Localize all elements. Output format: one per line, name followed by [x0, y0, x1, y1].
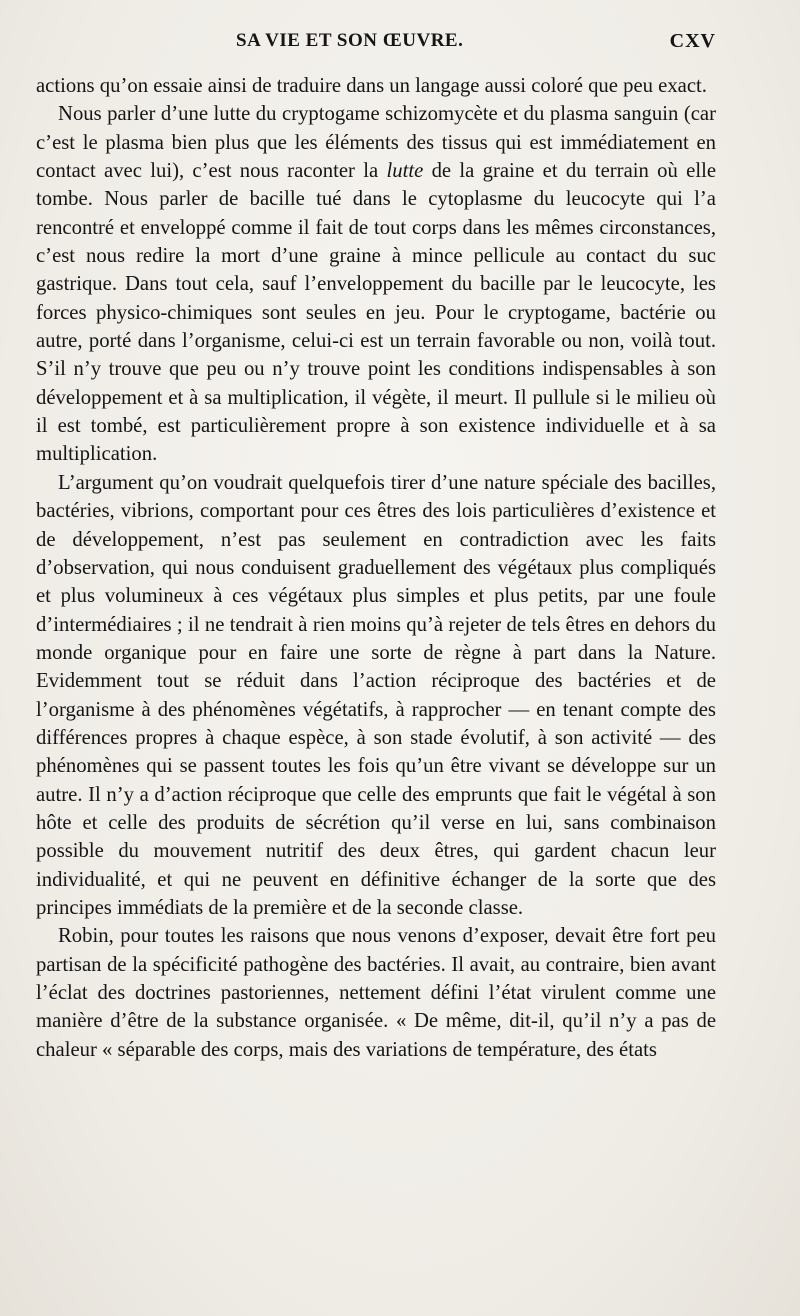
paragraph-4: Robin, pour toutes les raisons que nous venons d’exposer, devait être fort peu partisan de la spécificité pathogène des bactéries. Il avait, au contraire, bien avant l’éclat des doctrines pastoriennes, nettement défini l’état virulent comme une manière d’être de la substance organisée. « De même, dit-il, qu’il n’y a pas de chaleur « séparable des corps, mais des variations de température, des états — [36, 925, 716, 1061]
paragraph-2-part-2: de la graine et du terrain où elle tombe. Nous parler de bacille tué dans le cytoplasme du leucocyte qui l’a rencontré et enveloppé comme il fait de tout corps dans les mêmes circonstances, c’est nous redire la mort d’une graine à mince pellicule au contact du suc gastrique. Dans tout cela, sauf l’enveloppement du bacille par le leucocyte, les forces physico-chimiques sont seules en jeu. Pour le cryptogame, bactérie ou autre, porté dans l’organisme, celui-ci est un terrain favorable ou non, voilà tout. S’il n’y trouve que peu ou n’y trouve point les conditions indispensables à son développement et à sa multiplication, il végète, il meurt. Il pullule si le milieu où il est tombé, est particulièrement propre à son existence individuelle et à sa multiplication. — [36, 160, 716, 466]
paragraph-1: actions qu’on essaie ainsi de traduire dans un langage aussi coloré que peu exact. — [36, 75, 707, 97]
paragraph-3: L’argument qu’on voudrait quelquefois tirer d’une nature spéciale des bacilles, bactéries, vibrions, comportant pour ces êtres des lois particulières d’existence et de développement, n’est pas seulement en contradiction avec les faits d’observation, qui nous conduisent graduellement des végétaux plus compliqués et plus volumineux à ces végétaux plus simples et plus petits, par une foule d’intermédiaires ; il ne tendrait à rien moins qu’à rejeter de tels êtres en dehors du monde organique pour en faire une sorte de règne à part dans la Nature. Evidemment tout se réduit dans l’action réciproque des bactéries et de l’organisme à des phénomènes végétatifs, à rapprocher — en tenant compte des différences propres à chaque espèce, à son stade évolutif, à son activité — des phénomènes qui se passent toutes les fois qu’un être vivant se développe sur un autre. Il n’y a d’action réciproque que celle des emprunts que fait le végétal à son hôte et celle des produits de sécrétion qu’il verse en lui, sans combinaison possible du mouvement nutritif des deux êtres, qui gardent chacun leur individualité, et qui ne peuvent en définitive échanger de la sorte que des principes immédiats de la première et de la seconde classe. — [36, 471, 716, 919]
page-number: CXV — [669, 30, 716, 52]
page-header — [36, 30, 716, 60]
paragraph-2 — [36, 100, 716, 468]
italic-word-lutte: lutte — [386, 160, 424, 183]
body-text — [36, 72, 716, 1064]
running-head: SA VIE ET SON ŒUVRE. — [236, 30, 464, 51]
paragraph-2-part-1: Nous parler d’une lutte du cryptogame schizomycète et du plasma sanguin (car c’est le plasma bien plus que les éléments des tissus qui est immédiatement en contact avec lui), c’est nous raconter la — [36, 103, 716, 183]
